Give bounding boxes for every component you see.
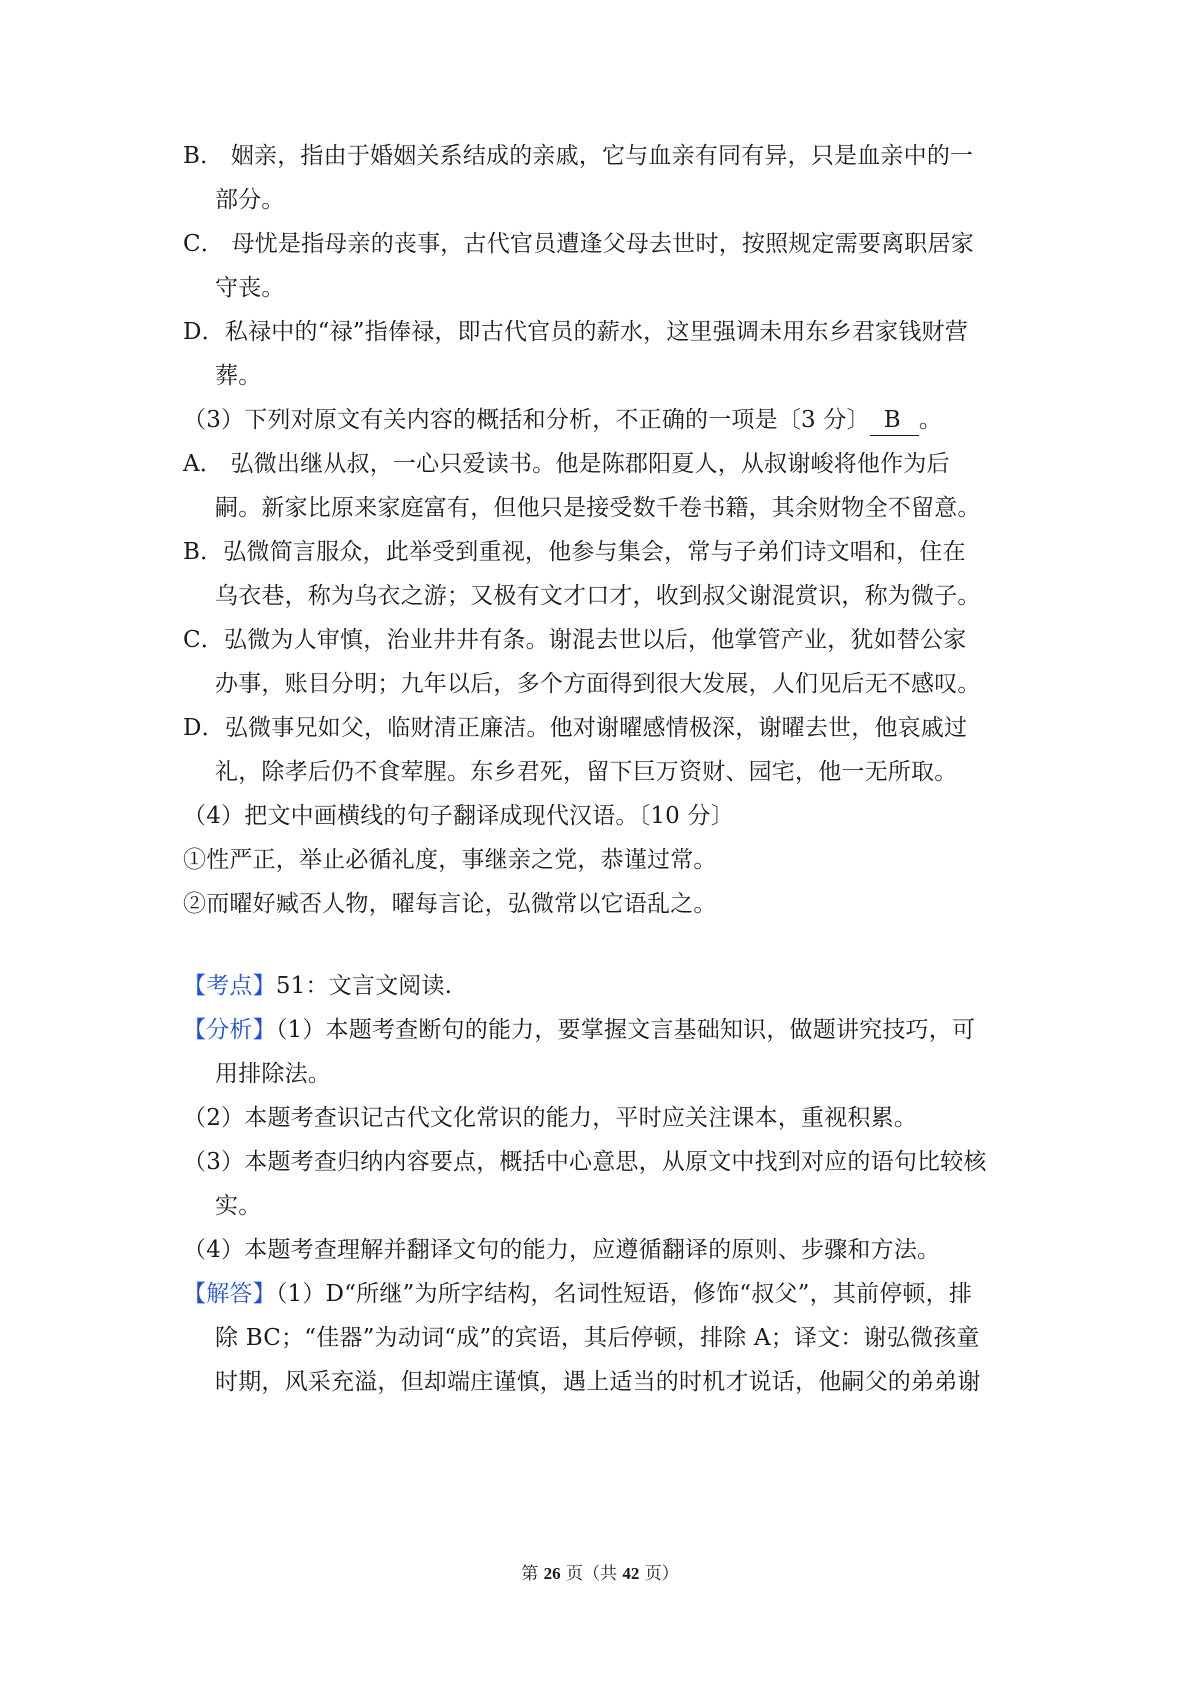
- option-b-line2: 部分。: [215, 187, 285, 213]
- footer-suffix: 页）: [639, 1564, 679, 1584]
- option-b-line1: B． 姻亲，指由于婚姻关系结成的亲戚，它与血亲有同有异，只是血亲中的一: [183, 143, 974, 169]
- question-4-sentence-2: ②而曜好臧否人物，曜每言论，弘微常以它语乱之。: [183, 891, 717, 917]
- q3-option-b-line1: B．弘微简言服众，此举受到重视，他参与集会，常与子弟们诗文唱和，住在: [183, 539, 966, 565]
- fenxi-tag: 【分析】: [183, 1017, 276, 1043]
- question-3-end: 。: [918, 407, 943, 433]
- footer-total-pages: 42: [622, 1564, 640, 1583]
- jieda-tag: 【解答】: [183, 1281, 276, 1307]
- answer-blank: B: [870, 405, 919, 436]
- question-4-prompt: （4）把文中画横线的句子翻译成现代汉语。〔10 分〕: [183, 803, 734, 829]
- jieda-line1: [183, 1276, 972, 1312]
- q3-option-b-line2: 乌衣巷，称为乌衣之游；又极有文才口才，收到叔父谢混赏识，称为微子。: [215, 583, 981, 609]
- q3-option-d-line1: D．弘微事兄如父，临财清正廉洁。他对谢曜感情极深，谢曜去世，他哀戚过: [183, 715, 968, 741]
- option-d-line2: 葬。: [215, 363, 262, 389]
- question-3-prompt: [183, 402, 942, 438]
- option-c-line2: 守丧。: [215, 275, 285, 301]
- footer-prefix: 第: [521, 1564, 544, 1584]
- fenxi-line2: 用排除法。: [215, 1061, 331, 1087]
- fenxi-line1: [183, 1012, 975, 1048]
- fenxi-line6: （4）本题考查理解并翻译文句的能力，应遵循翻译的原则、步骤和方法。: [183, 1237, 941, 1263]
- fenxi-line3: （2）本题考查识记古代文化常识的能力，平时应关注课本，重视积累。: [183, 1105, 918, 1131]
- q3-option-a-line1: A． 弘微出继从叔，一心只爱读书。他是陈郡阳夏人，从叔谢峻将他作为后: [183, 451, 950, 477]
- fenxi-line4: （3）本题考查归纳内容要点，概括中心意思，从原文中找到对应的语句比较核: [183, 1149, 987, 1175]
- page-footer: [0, 1562, 1200, 1586]
- q3-option-d-line2: 礼，除孝后仍不食荤腥。东乡君死，留下巨万资财、园宅，他一无所取。: [215, 759, 958, 785]
- q3-option-c-line1: C．弘微为人审慎，治业井井有条。谢混去世以后，他掌管产业，犹如替公家: [183, 627, 967, 653]
- jieda-line3: 时期，风采充溢，但却端庄谨慎，遇上适当的时机才说话，他嗣父的弟弟谢: [215, 1369, 981, 1395]
- kaodian-text: 51：文言文阅读.: [275, 973, 453, 999]
- jieda-line2: 除 BC；“佳器”为动词“成”的宾语，其后停顿，排除 A；译文：谢弘微孩童: [215, 1325, 980, 1351]
- question-4-sentence-1: ①性严正，举止必循礼度，事继亲之党，恭谨过常。: [183, 847, 717, 873]
- kaodian-tag: 【考点】: [183, 973, 276, 999]
- footer-page-number: 26: [543, 1564, 561, 1583]
- jieda-text-1: （1）D“所继”为所字结构，名词性短语，修饰“叔父”，其前停顿，排: [275, 1281, 973, 1307]
- fenxi-line5: 实。: [215, 1193, 262, 1219]
- option-c-line1: C． 母忧是指母亲的丧事，古代官员遭逢父母去世时，按照规定需要离职居家: [183, 231, 974, 257]
- q3-option-c-line2: 办事，账目分明；九年以后，多个方面得到很大发展，人们见后无不感叹。: [215, 671, 981, 697]
- footer-middle: 页（共: [560, 1564, 623, 1584]
- option-d-line1: D．私禄中的“禄”指俸禄，即古代官员的薪水，这里强调未用东乡君家钱财营: [183, 319, 968, 345]
- fenxi-text-1: （1）本题考查断句的能力，要掌握文言基础知识，做题讲究技巧，可: [275, 1017, 976, 1043]
- kaodian-line: [183, 968, 452, 1004]
- q3-option-a-line2: 嗣。新家比原来家庭富有，但他只是接受数千卷书籍，其余财物全不留意。: [215, 495, 981, 521]
- question-3-text: （3）下列对原文有关内容的概括和分析，不正确的一项是〔3 分〕: [183, 407, 870, 433]
